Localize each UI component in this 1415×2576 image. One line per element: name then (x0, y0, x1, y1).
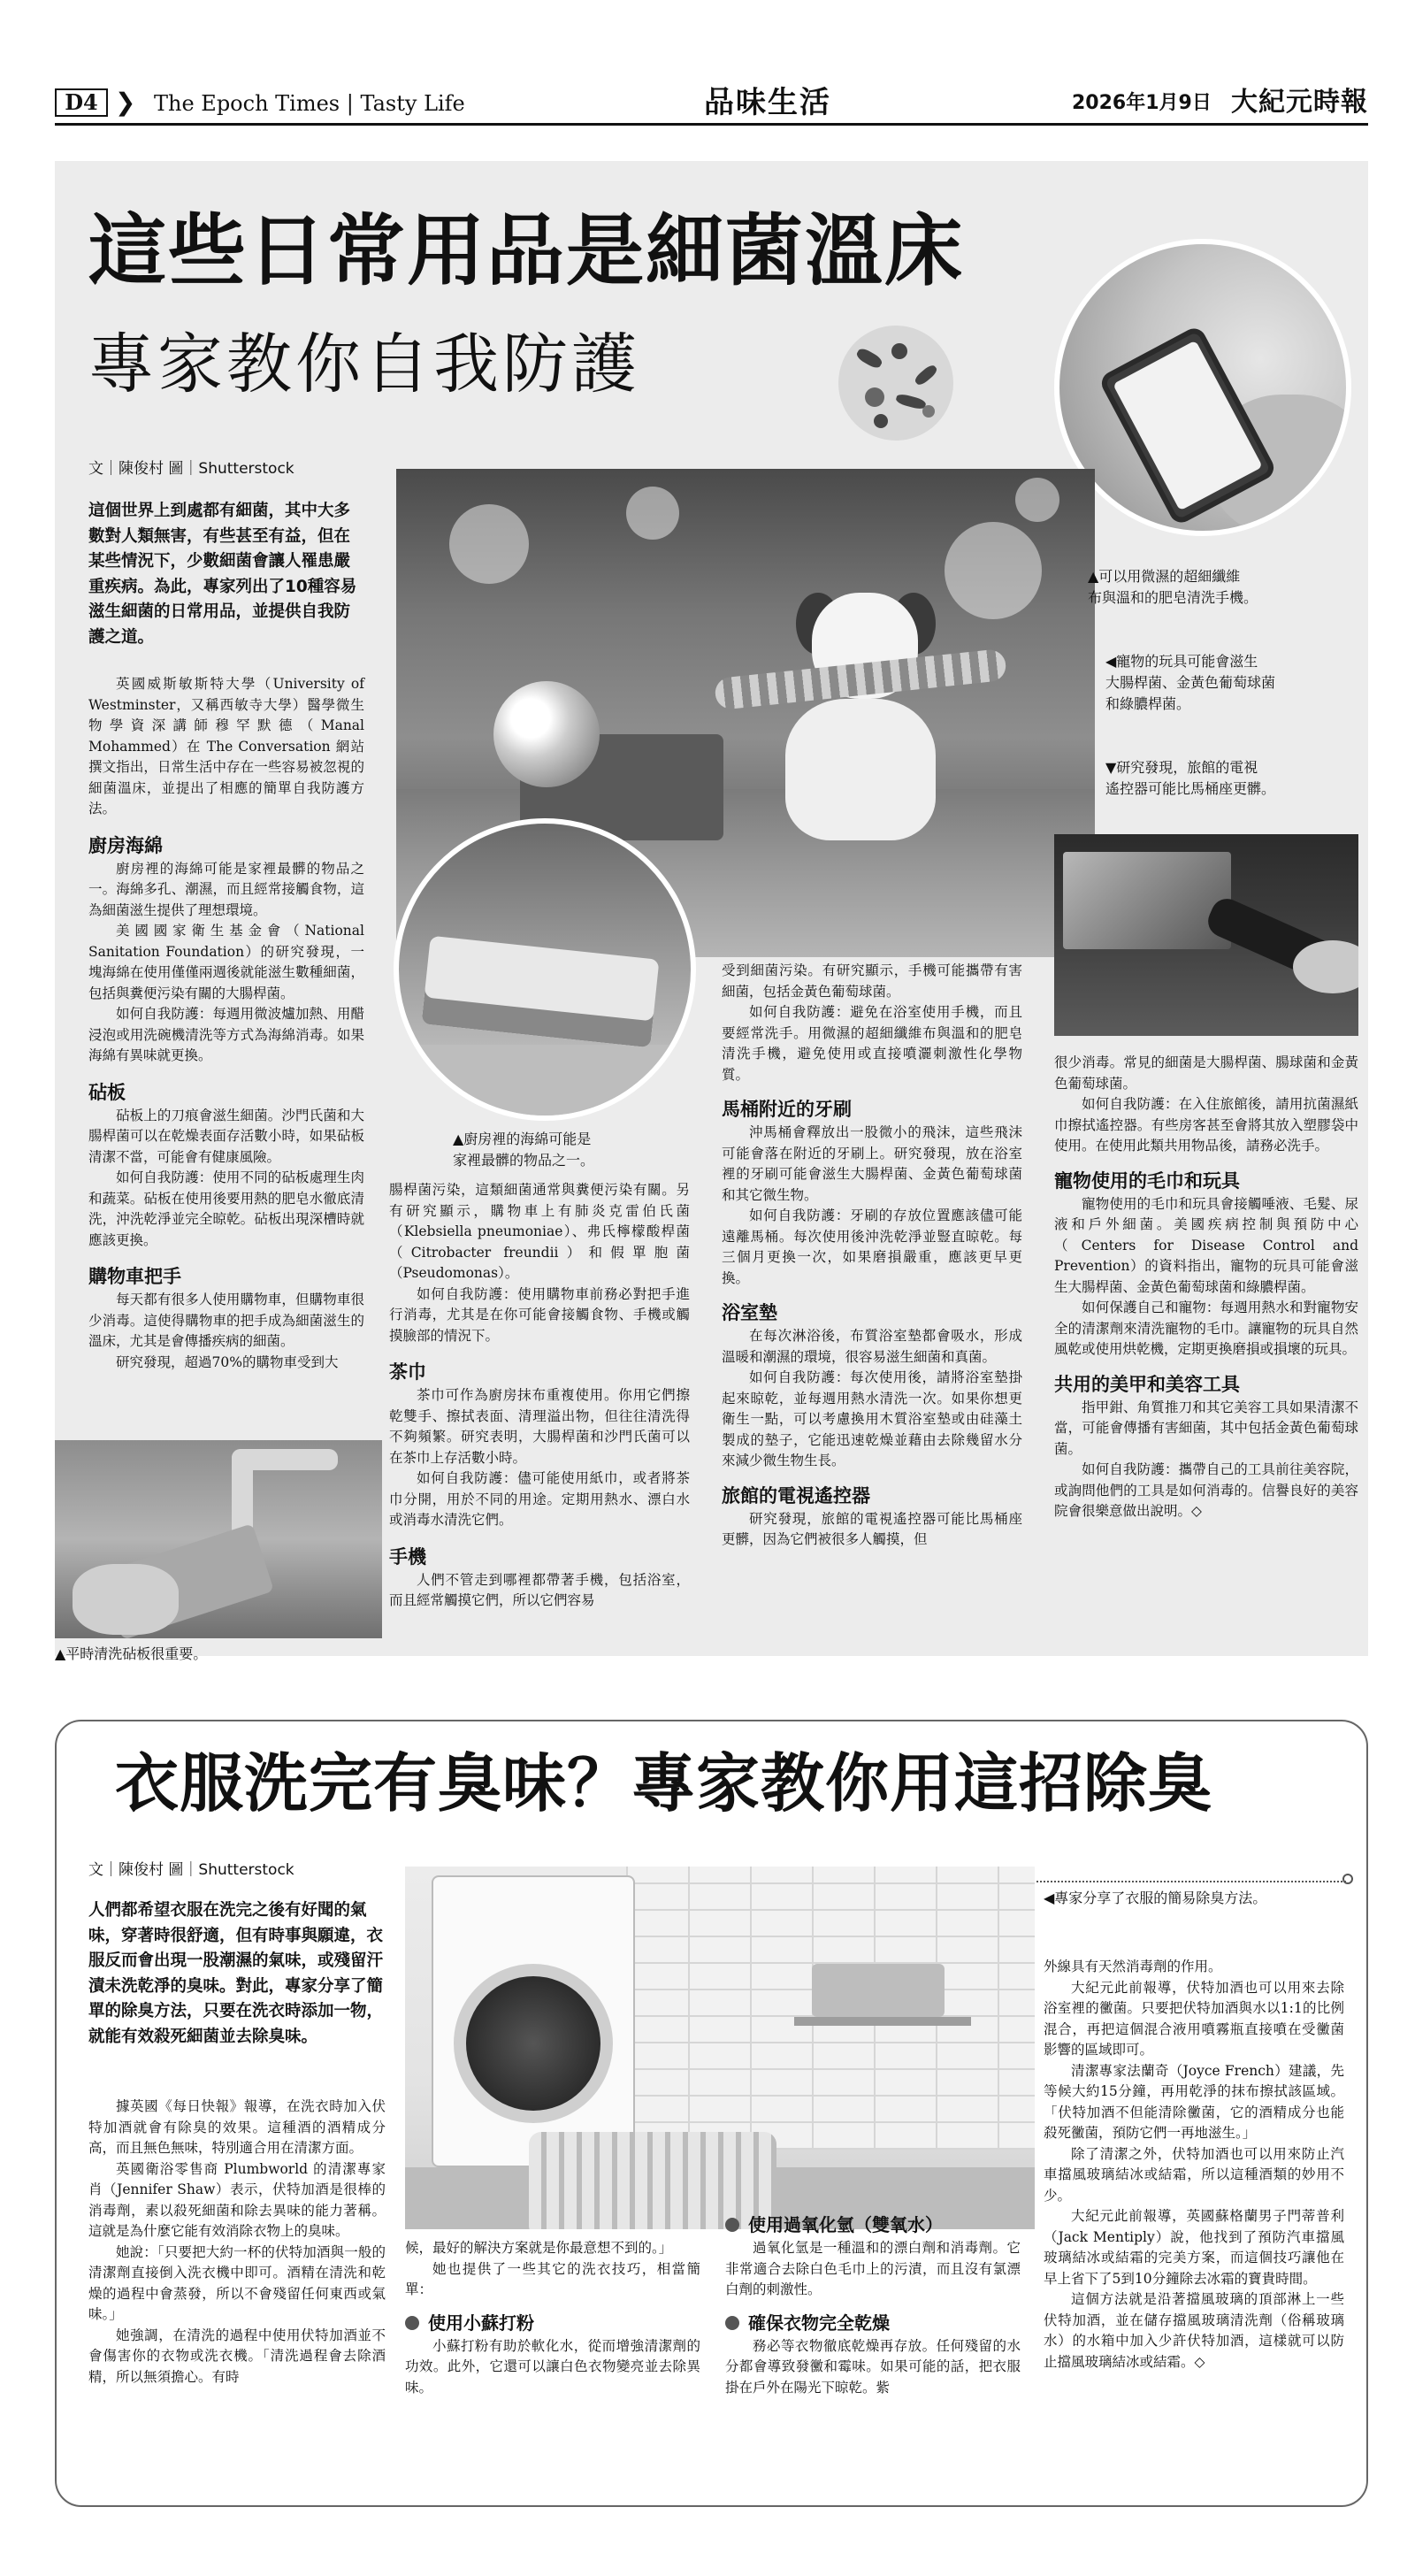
paragraph: 她說：「只要把大約一杯的伏特加酒與一般的清潔劑直接倒入洗衣機中即可。酒精在清洗和乾燥的過程中會蒸發，所以不會殘留任何東西或氣味。」 (88, 2243, 386, 2322)
paragraph: 美國國家衛生基金會（National Sanitation Foundation）的研究發現，一塊海綿在使用僅僅兩週後就能滋生數種細菌，包括與糞便污染有關的大腸桿菌。 (88, 923, 364, 1001)
paragraph: 她也提供了一些其它的洗衣技巧，相當簡單： (405, 2260, 700, 2297)
newspaper-logo: 大紀元時報 (1231, 87, 1368, 118)
heading-shopping-cart: 購物車把手 (88, 1266, 181, 1287)
bullet-icon (405, 2316, 419, 2330)
paragraph: 如何自我防護：每週用微波爐加熱、用醋浸泡或用洗碗機清洗等方式為海綿消毒。如果海綿有異味就更換。 (88, 1006, 364, 1063)
paragraph: 腸桿菌污染，這類細菌通常與糞便污染有關。另有研究顯示，購物車上有肺炎克雷伯氏菌（Klebsiella pneumoniae）、弗氏檸檬酸桿菌（Citrobacter freundii）和假單胞菌（Pseudomonas）。 (389, 1182, 690, 1281)
caption-leader-line (1036, 1881, 1346, 1882)
paragraph: 如何自我防護：每次使用後，請將浴室墊掛起來晾乾，並每週用熱水清洗一次。如果你想更衛生一點，可以考慮換用木質浴室墊或由硅藻土製成的墊子，它能迅速乾燥並藉由去除幾留水分來減少微生物生長。 (722, 1369, 1022, 1468)
bacteria-illustration-icon (838, 326, 953, 441)
caption-leader-end-icon (1342, 1874, 1353, 1884)
section-title: 品味生活 (704, 85, 831, 120)
paragraph: 很少消毒。常見的細菌是大腸桿菌、腸球菌和金黃色葡萄球菌。 (1054, 1054, 1358, 1092)
heading-toothbrush: 馬桶附近的牙刷 (722, 1099, 852, 1120)
paragraph: 除了清潔之外，伏特加酒也可以用來防止汽車擋風玻璃結冰或結霜，所以這種酒類的妙用不少。 (1044, 2145, 1344, 2204)
paragraph: 外線具有天然消毒劑的作用。 (1044, 1959, 1222, 1974)
paragraph: 茶巾可作為廚房抹布重複使用。你用它們擦乾雙手、擦拭表面、清理溢出物，但往往清洗得不夠頻繁。研究表明，大腸桿菌和沙門氏菌可以在茶巾上存活數小時。 (389, 1387, 690, 1466)
heading-phone: 手機 (389, 1545, 426, 1568)
article1-byline: 文｜陳俊村 圖｜Shutterstock (88, 460, 294, 478)
paragraph: 研究發現，旅館的電視遙控器可能比馬桶座更髒，因為它們被很多人觸摸，但 (722, 1510, 1022, 1547)
caption-pet-line2: 大腸桿菌、金黃色葡萄球菌 (1105, 674, 1276, 691)
paragraph: 廚房裡的海綿可能是家裡最髒的物品之一。海綿多孔、潮濕，而且經常接觸食物，這為細菌滋生提供了理想環境。 (88, 860, 364, 918)
paragraph: 如何保護自己和寵物：每週用熱水和對寵物安全的清潔劑來清洗寵物的毛巾。讓寵物的玩具自然風乾或使用烘乾機，定期更換磨損或損壞的玩具。 (1054, 1300, 1358, 1357)
paragraph: 如何自我防護：使用不同的砧板處理生肉和蔬菜。砧板在使用後要用熱的肥皂水徹底清洗，沖洗乾淨並完全晾乾。砧板出現深槽時就應該更換。 (88, 1169, 364, 1248)
article1-lead: 這個世界上到處都有細菌，其中大多數對人類無害，有些甚至有益，但在某些情況下，少數細菌會讓人罹患嚴重疾病。為此，專家列出了10種容易滋生細菌的日常用品，並提供自我防護之道。 (88, 502, 357, 647)
paragraph: 英國衛浴零售商 Plumbworld 的清潔專家肖（Jennifer Shaw）表示，伏特加酒是很棒的消毒劑，素以殺死細菌和除去異味的能力著稱。這就是為什麼它能有效消除衣物上的臭味。 (88, 2160, 386, 2239)
page-header (55, 85, 1368, 124)
article2-lead: 人們都希望衣服在洗完之後有好聞的氣味，穿著時很舒適，但有時事與願違，衣服反而會出現一股潮濕的氣味，或殘留汗漬未洗乾淨的臭味。對此，專家分享了簡單的除臭方法，只要在洗衣時添加一物，就能有效殺死細菌並去除臭味。 (88, 1901, 384, 2046)
article1-title: 這些日常用品是細菌溫床 (88, 205, 965, 296)
paper-name: The Epoch Times | Tasty Life (154, 91, 465, 116)
caption-sponge-line2: 家裡最髒的物品之一。 (453, 1152, 595, 1169)
caption-sponge-line1: ▲廚房裡的海綿可能是 (453, 1131, 592, 1147)
caption-tv-line1: ▼研究發現，旅館的電視 (1105, 759, 1258, 776)
heading-cutting-board: 砧板 (88, 1081, 126, 1103)
article2-byline: 文｜陳俊村 圖｜Shutterstock (88, 1861, 294, 1879)
caption-phone-line1: ▲可以用微濕的超細纖維 (1088, 568, 1241, 585)
washing-cutting-board-photo (55, 1440, 382, 1638)
heading-kitchen-sponge: 廚房海綿 (88, 834, 163, 856)
caption-sink: ▲平時清洗砧板很重要。 (55, 1645, 208, 1662)
article1-intro: 英國威斯敏斯特大學（University of Westminster，又稱西敏寺大學）醫學微生物學資深講師穆罕默德（Manal Mohammed）在 The Conversation 網站撰文指出，日常生活中存在一些容易被忽視的細菌溫床，並提出了相應的簡單自我防護方法。 (88, 676, 364, 816)
paragraph: 如何自我防護：在入住旅館後，請用抗菌濕紙巾擦拭遙控器。有些房客甚至會將其放入塑膠袋中使用。在使用此類共用物品後，請務必洗手。 (1054, 1096, 1358, 1154)
paragraph: 她強調，在清洗的過程中使用伏特加酒並不會傷害你的衣物或洗衣機。「清洗過程會去除酒精，所以無須擔心。有時 (88, 2327, 386, 2385)
paragraph: 務必等衣物徹底乾燥再存放。任何殘留的水分都會導致發黴和霉味。如果可能的話，把衣服掛在戶外在陽光下晾乾。紫 (725, 2337, 1021, 2396)
chevron-right-icon: ❯ (115, 88, 136, 117)
kitchen-sponge-photo (394, 818, 696, 1121)
paragraph: 如何自我防護：牙刷的存放位置應該儘可能遠離馬桶。每次使用後沖洗乾淨並豎直晾乾。每三個月更換一次，如果磨損嚴重，應該更早更換。 (722, 1208, 1022, 1286)
heading-beauty-tools: 共用的美甲和美容工具 (1054, 1373, 1240, 1395)
laundry-room-photo (405, 1867, 1035, 2229)
heading-baking-soda: 使用小蘇打粉 (405, 2310, 700, 2336)
paragraph: 小蘇打粉有助於軟化水，從而增強清潔劑的功效。此外，它還可以讓白色衣物變亮並去除異味。 (405, 2337, 700, 2396)
paragraph: 沖馬桶會釋放出一股微小的飛沫，這些飛沫可能會落在附近的牙刷上。研究發現，放在浴室裡的牙刷可能會滋生大腸桿菌、金黃色葡萄球菌和其它微生物。 (722, 1124, 1022, 1203)
paragraph: 候，最好的解決方案就是你最意想不到的。」 (405, 2240, 673, 2256)
paragraph: 研究發現，超過70%的購物車受到大 (116, 1353, 339, 1370)
paragraph: 人們不管走到哪裡都帶著手機，包括浴室，而且經常觸摸它們，所以它們容易 (389, 1571, 690, 1608)
caption-phone-line2: 布與溫和的肥皂清洗手機。 (1088, 589, 1258, 606)
paragraph: 如何自我防護：使用購物車前務必對把手進行消毒，尤其是在你可能會接觸食物、手機或觸摸臉部的情況下。 (389, 1285, 690, 1344)
paragraph: 指甲鉗、角質推刀和其它美容工具如果清潔不當，可能會傳播有害細菌，其中包括金黃色葡萄球菌。 (1054, 1399, 1358, 1457)
paragraph: 如何自我防護：攜帶自己的工具前往美容院，或詢問他們的工具是如何消毒的。信譽良好的美容院會很樂意做出說明。◇ (1054, 1461, 1358, 1519)
heading-bath-mat: 浴室墊 (722, 1302, 777, 1323)
paragraph: 這個方法就是沿著擋風玻璃的頂部淋上一些伏特加酒，並在儲存擋風玻璃清洗劑（俗稱玻璃水）的水箱中加入少許伏特加酒，這樣就可以防止擋風玻璃結冰或結霜。◇ (1044, 2291, 1344, 2370)
paragraph: 每天都有很多人使用購物車，但購物車很少消毒。這使得購物車的把手成為細菌滋生的溫床，尤其是會傳播疾病的細菌。 (88, 1292, 364, 1349)
tv-remote-photo (1054, 834, 1358, 1036)
heading-hydrogen-peroxide: 使用過氧化氫（雙氧水） (725, 2212, 1021, 2238)
paragraph: 過氧化氫是一種溫和的漂白劑和消毒劑。它非常適合去除白色毛巾上的污漬，而且沒有氯漂白劑的刺激性。 (725, 2240, 1021, 2297)
issue-date: 2026年1月9日 (1072, 92, 1212, 114)
page-number: D4 (55, 88, 108, 117)
caption-pet-line3: 和綠膿桿菌。 (1105, 695, 1191, 712)
paragraph: 在每次淋浴後，布質浴室墊都會吸水，形成溫暖和潮濕的環境，很容易滋生細菌和真菌。 (722, 1328, 1022, 1365)
article2-title: 衣服洗完有臭味？專家教你用這招除臭 (115, 1746, 1213, 1821)
paragraph: 大紀元此前報導，英國蘇格蘭男子門蒂普利（Jack Mentiply）說，他找到了預防汽車擋風玻璃結冰或結霜的完美方案，而這個技巧讓他在早上省下了5到10分鐘除去冰霜的寶貴時間。 (1044, 2208, 1344, 2287)
paragraph: 受到細菌污染。有研究顯示，手機可能攜帶有害細菌，包括金黃色葡萄球菌。 (722, 962, 1022, 1000)
paragraph: 大紀元此前報導，伏特加酒也可以用來去除浴室裡的黴菌。只要把伏特加酒與水以1:1的比例混合，再把這個混合液用噴霧瓶直接噴在受黴菌影響的區域即可。 (1044, 1979, 1344, 2058)
paragraph: 寵物使用的毛巾和玩具會接觸唾液、毛髮、尿液和戶外細菌。美國疾病控制與預防中心（Centers for Disease Control and Prevention）的資料指出，寵物的玩具可能會滋生大腸桿菌、金黃色葡萄球菌和綠膿桿菌。 (1054, 1195, 1358, 1295)
heading-tea-towel: 茶巾 (389, 1361, 426, 1383)
heading-dry-clothes: 確保衣物完全乾燥 (725, 2310, 1021, 2336)
caption-laundry: ◀專家分享了衣服的簡易除臭方法。 (1044, 1890, 1267, 1906)
header-rule (55, 123, 1368, 126)
phone-cleaning-photo (1054, 239, 1351, 536)
caption-tv-line2: 遙控器可能比馬桶座更髒。 (1105, 780, 1276, 797)
bullet-icon (725, 2218, 739, 2232)
caption-pet-line1: ◀寵物的玩具可能會滋生 (1105, 653, 1258, 670)
article1-subtitle: 專家教你自我防護 (88, 326, 640, 402)
paragraph: 砧板上的刀痕會滋生細菌。沙門氏菌和大腸桿菌可以在乾燥表面存活數小時，如果砧板清潔不當，可能會有健康風險。 (88, 1107, 364, 1165)
heading-pet-items: 寵物使用的毛巾和玩具 (1054, 1169, 1240, 1192)
paragraph: 如何自我防護：儘可能使用紙巾，或者將茶巾分開，用於不同的用途。定期用熱水、漂白水或消毒水清洗它們。 (389, 1470, 690, 1528)
paragraph: 如何自我防護：避免在浴室使用手機，而且要經常洗手。用微濕的超細纖維布與溫和的肥皂清洗手機，避免使用或直接噴灑刺激性化學物質。 (722, 1004, 1022, 1083)
heading-hotel-remote: 旅館的電視遙控器 (722, 1484, 870, 1506)
bullet-icon (725, 2316, 739, 2330)
paragraph: 清潔專家法蘭奇（Joyce French）建議，先等候大約15分鐘，再用乾淨的抹布擦拭該區域。「伏特加酒不但能清除黴菌，它的酒精成分也能殺死黴菌，預防它們一再地滋生。」 (1044, 2062, 1344, 2141)
paragraph: 據英國《每日快報》報導，在洗衣時加入伏特加酒就會有除臭的效果。這種酒的酒精成分高，而且無色無味，特別適合用在清潔方面。 (88, 2098, 386, 2156)
